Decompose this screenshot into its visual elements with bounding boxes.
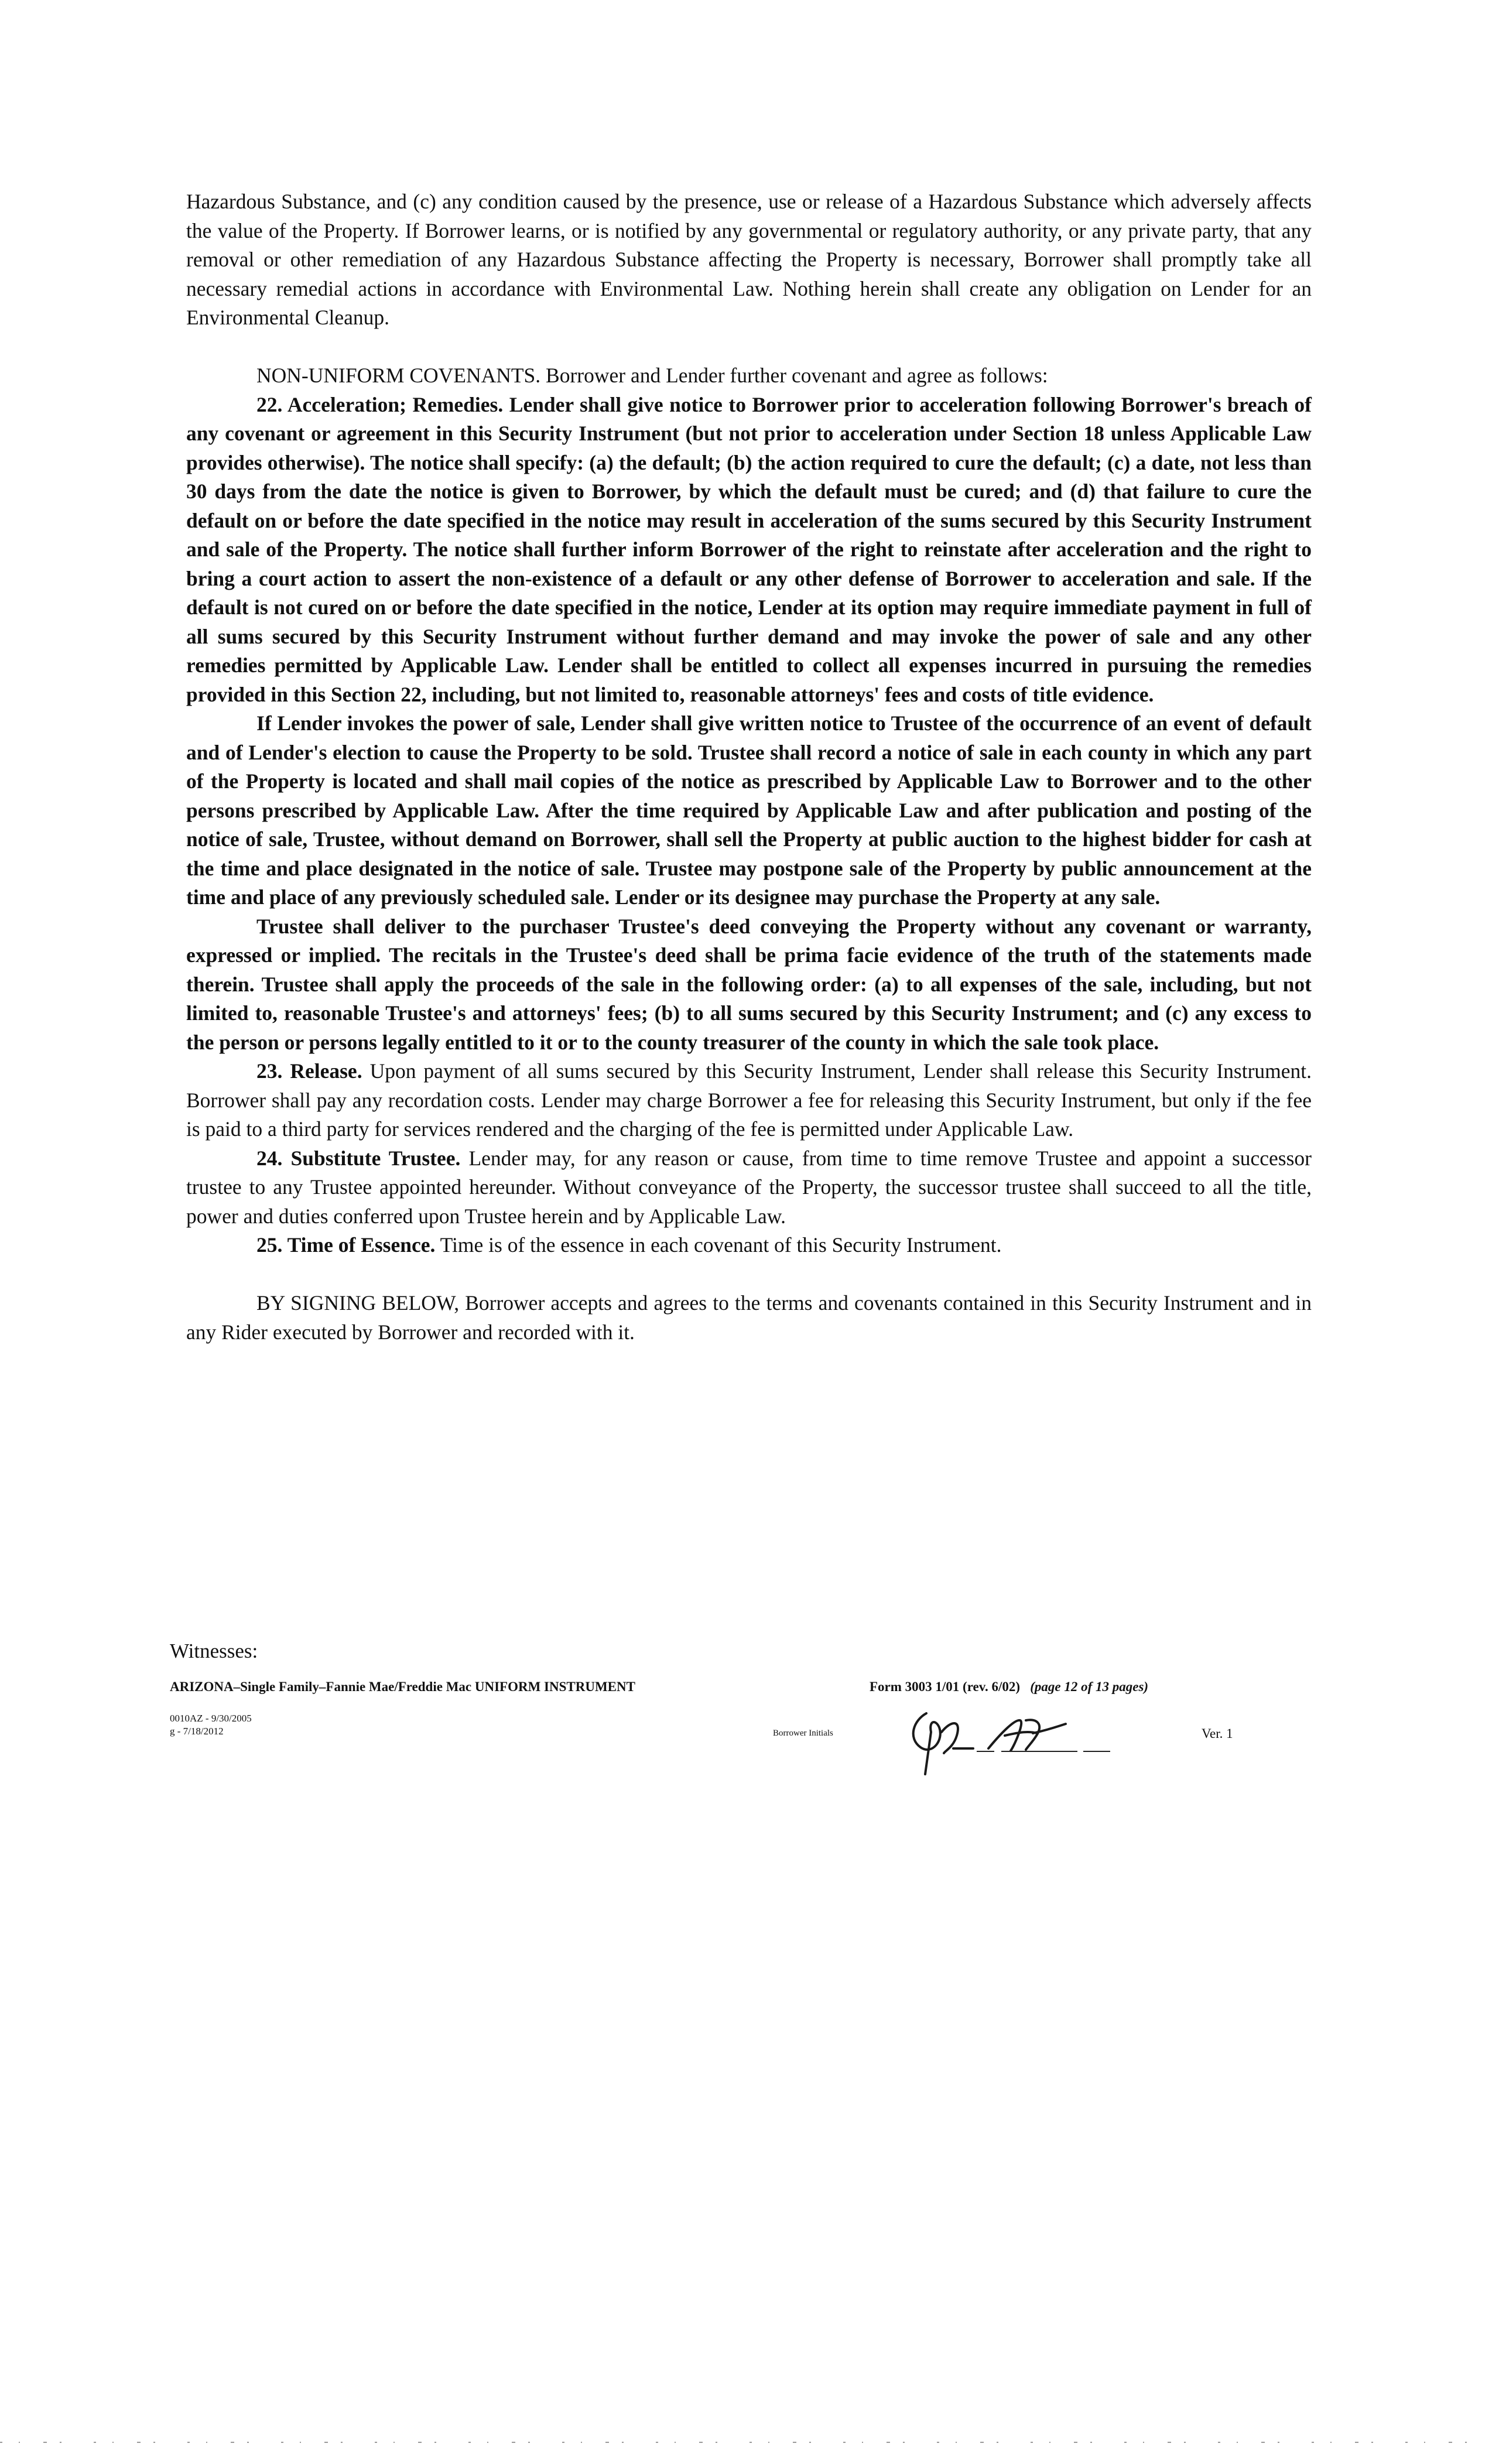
form-code-line-2: g - 7/18/2012 — [170, 1726, 224, 1737]
text-release: Upon payment of all sums secured by this Security Instrument, Lender shall release this Security Instrument. Borrower shall pay any recordation costs. Lender may charge Borrower a fee for releasing this Security Instrument, but only if the fee is paid to a third party for services rendered and the charging of the fee is permitted under Applicable Law. — [186, 1059, 1312, 1141]
form-number: Form 3003 1/01 (rev. 6/02) — [870, 1679, 1020, 1694]
version-label: Ver. 1 — [1202, 1726, 1233, 1741]
paragraph-release — [186, 1057, 1312, 1144]
form-number-line — [870, 1679, 1148, 1695]
signature-stroke-first — [913, 1713, 973, 1774]
borrower-initials-label: Borrower Initials — [773, 1729, 833, 1738]
initials-line-3 — [1083, 1751, 1110, 1752]
heading-time-of-essence: 25. Time of Essence. — [256, 1233, 436, 1257]
page-info: (page 12 of 13 pages) — [1030, 1679, 1149, 1694]
witnesses-label: Witnesses: — [170, 1640, 258, 1662]
document-body — [186, 187, 1312, 1347]
paragraph-non-uniform-covenants: NON-UNIFORM COVENANTS. Borrower and Lender further covenant and agree as follows: — [256, 364, 1048, 387]
paragraph-power-of-sale: If Lender invokes the power of sale, Lender shall give written notice to Trustee of the occurrence of an event of default and of Lender's election to cause the Property to be sold. Trustee shall record a notice of sale in each county in which any part of the Property is located and shall mail copies of the notice as prescribed by Applicable Law to Borrower and to the other persons prescribed by Applicable Law. After the time required by Applicable Law and after publication and posting of the notice of sale, Trustee, without demand on Borrower, shall sell the Property at public auction to the highest bidder for cash at the time and place designated in the notice of sale. Trustee may postpone sale of the Property by public announcement at the time and place of any previously scheduled sale. Lender or its designee may purchase the Property at any sale. — [186, 711, 1312, 909]
text-time-of-essence: Time is of the essence in each covenant of this Security Instrument. — [440, 1233, 1002, 1257]
paragraph-substitute-trustee — [186, 1144, 1312, 1231]
paragraph-trustee-deed: Trustee shall deliver to the purchaser Trustee's deed conveying the Property without any covenant or warranty, expressed or implied. The recitals in the Trustee's deed shall be prima facie evidence of the truth of the statements made therein. Trustee shall apply the proceeds of the sale in the following order: (a) to all expenses of the sale, including, but not limited to, reasonable Trustee's and attorneys' fees; (b) to all sums secured by this Security Instrument; and (c) any excess to the person or persons legally entitled to it or to the county treasurer of the county in which the sale took place. — [186, 914, 1312, 1054]
heading-substitute-trustee: 24. Substitute Trustee. — [256, 1146, 461, 1170]
paragraph-hazardous-substance: Hazardous Substance, and (c) any condition caused by the presence, use or release of a Hazardous Substance which adversely affects the value of the Property. If Borrower learns, or is notified by any governmental or regulatory authority, or any private party, that any removal or other remediation of any Hazardous Substance affecting the Property is necessary, Borrower shall promptly take all necessary remedial actions in accordance with Environmental Law. Nothing herein shall create any obligation on Lender for an Environmental Cleanup. — [186, 190, 1312, 329]
initials-line-1 — [977, 1751, 994, 1752]
signature-stroke-second — [988, 1720, 1066, 1751]
paragraph-time-of-essence — [186, 1231, 1312, 1260]
form-code-line-1: 0010AZ - 9/30/2005 — [170, 1713, 252, 1724]
paragraph-by-signing-below: BY SIGNING BELOW, Borrower accepts and agrees to the terms and covenants contained in this Security Instrument and in any Rider executed by Borrower and recorded with it. — [186, 1291, 1312, 1344]
initials-line-2 — [1001, 1751, 1077, 1752]
paragraph-acceleration-remedies: 22. Acceleration; Remedies. Lender shall give notice to Borrower prior to acceleration following Borrower's breach of any covenant or agreement in this Security Instrument (but not prior to acceleration under Section 18 unless Applicable Law provides otherwise). The notice shall specify: (a) the default; (b) the action required to cure the default; (c) a date, not less than 30 days from the date the notice is given to Borrower, by which the default must be cured; and (d) that failure to cure the default on or before the date specified in the notice may result in acceleration of the sums secured by this Security Instrument and sale of the Property. The notice shall further inform Borrower of the right to reinstate after acceleration and the right to bring a court action to assert the non-existence of a default or any other defense of Borrower to acceleration and sale. If the default is not cured on or before the date specified in the notice, Lender at its option may require immediate payment in full of all sums secured by this Security Instrument without further demand and may invoke the power of sale and any other remedies permitted by Applicable Law. Lender shall be entitled to collect all expenses incurred in pursuing the remedies provided in this Section 22, including, but not limited to, reasonable attorneys' fees and costs of title evidence. — [186, 392, 1312, 706]
form-codes — [170, 1712, 252, 1738]
text-substitute-trustee: Lender may, for any reason or cause, from time to time remove Trustee and appoint a successor trustee to any Trustee appointed hereunder. Without conveyance of the Property, the successor trustee shall succeed to all the title, power and duties conferred upon Trustee herein and by Applicable Law. — [186, 1146, 1312, 1228]
form-title: ARIZONA–Single Family–Fannie Mae/Freddie Mac UNIFORM INSTRUMENT — [170, 1679, 635, 1694]
borrower-initials-signature — [890, 1697, 1195, 1779]
scan-artifact-line — [0, 2441, 1499, 2444]
heading-release: 23. Release. — [256, 1059, 362, 1083]
